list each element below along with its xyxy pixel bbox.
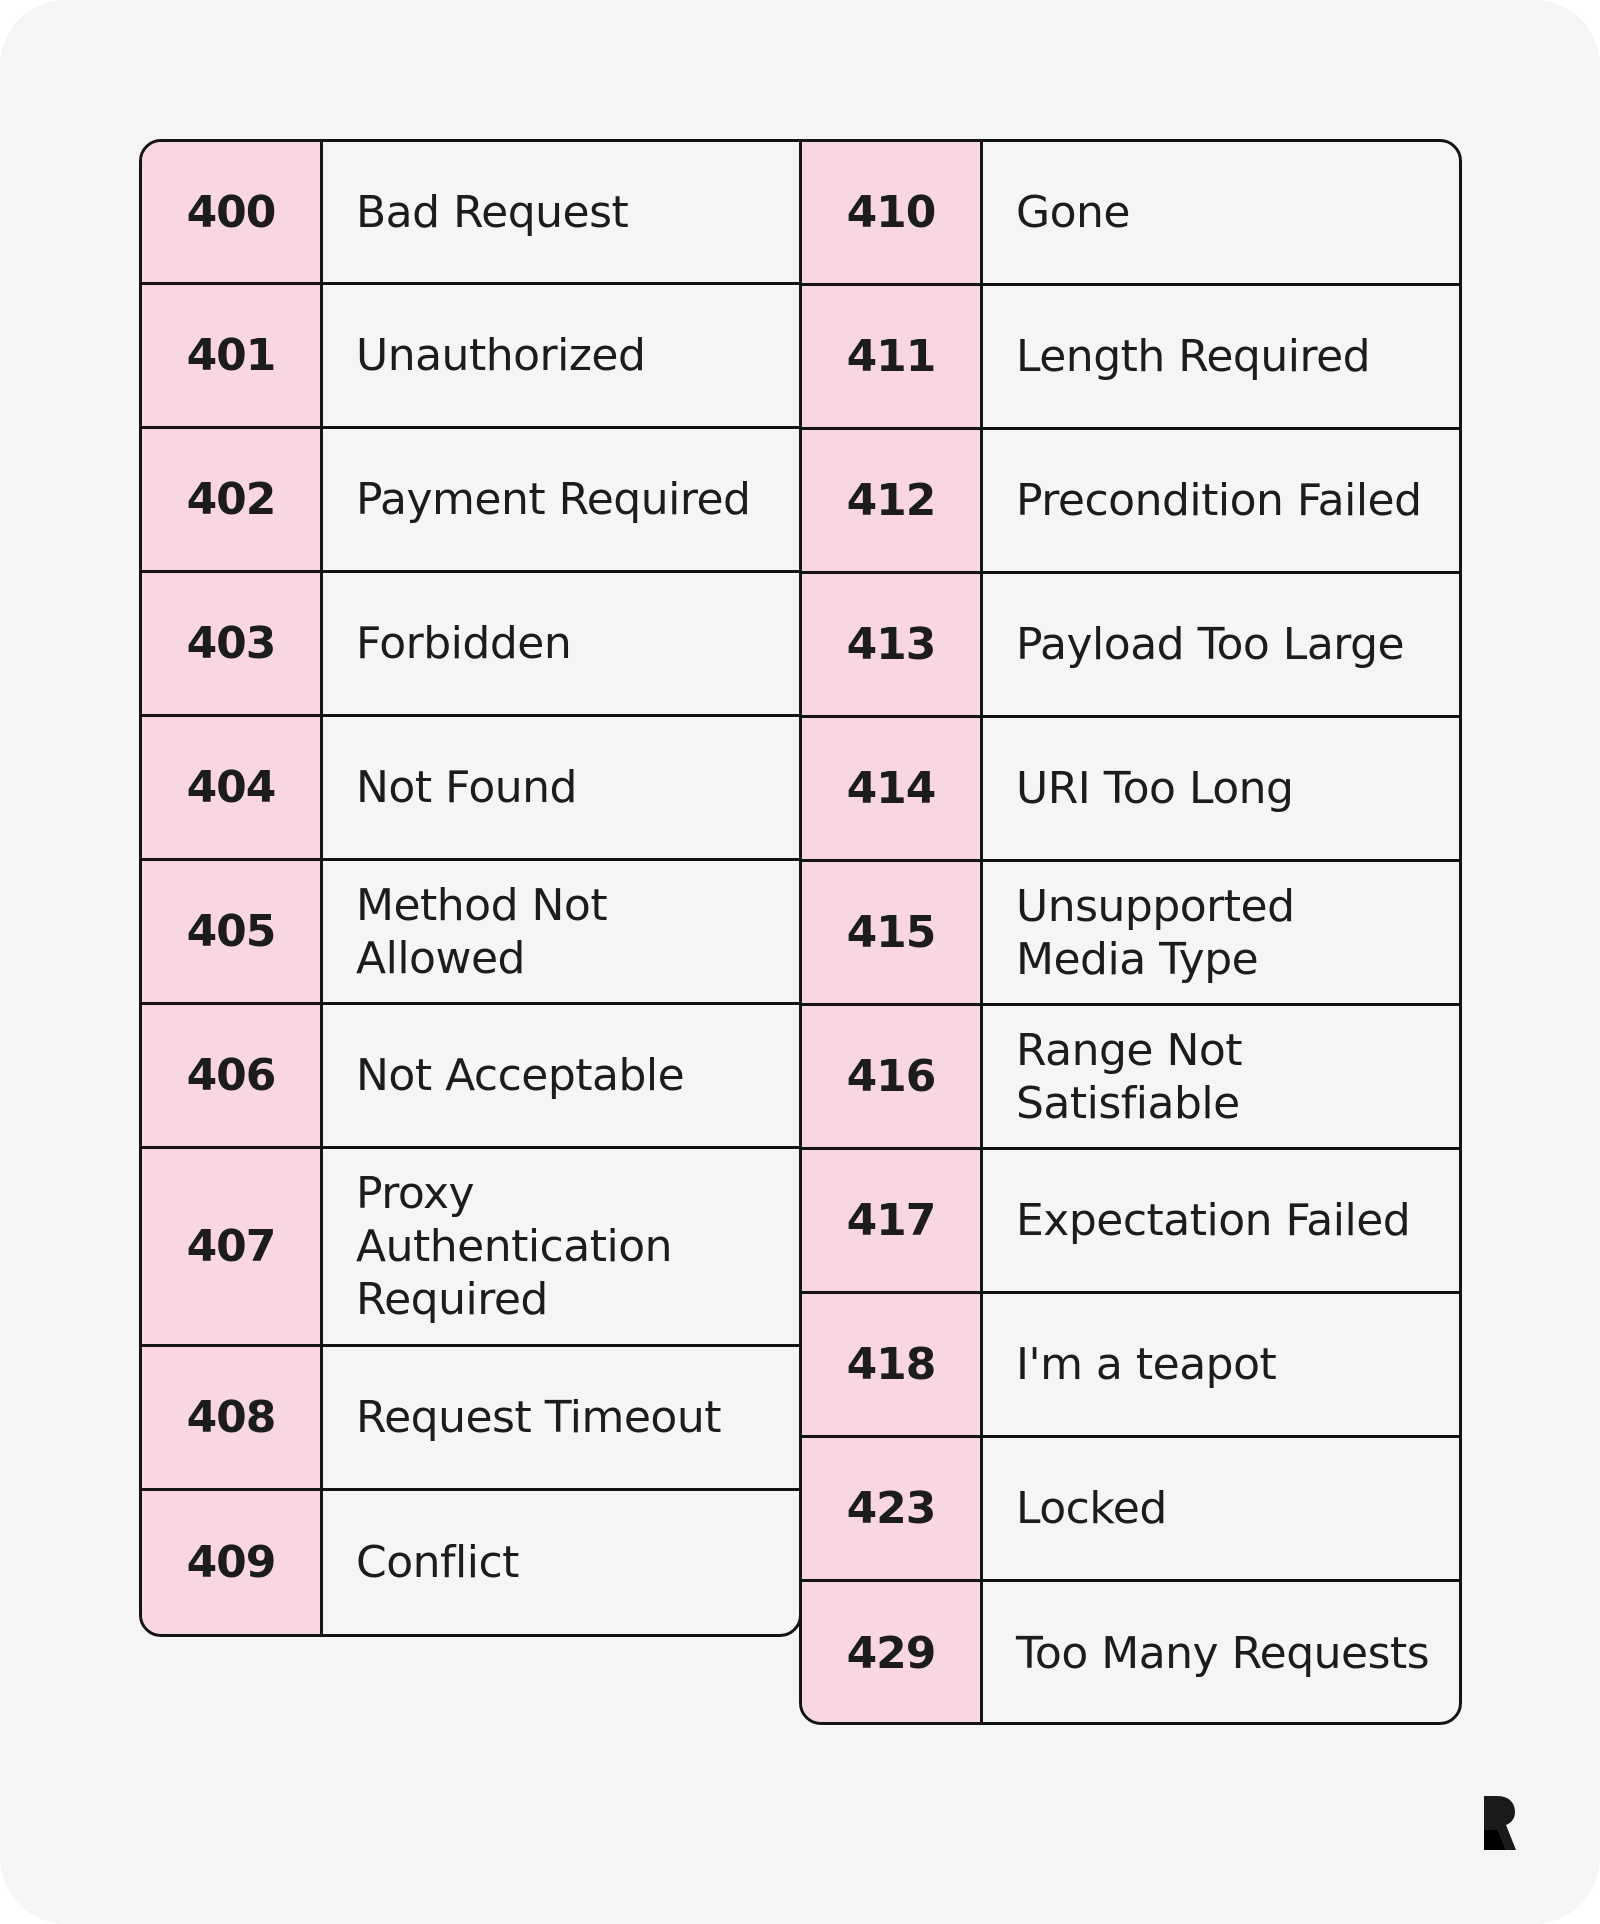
table-row	[802, 718, 1459, 862]
status-label: Unauthorized	[356, 330, 646, 381]
status-code: 413	[802, 574, 983, 715]
status-label: Method Not Allowed	[356, 879, 608, 984]
table-row	[142, 1149, 799, 1347]
status-code: 415	[802, 862, 983, 1003]
status-code: 402	[142, 429, 323, 570]
status-label: Not Acceptable	[356, 1050, 685, 1101]
status-label: Locked	[1016, 1483, 1167, 1534]
status-code: 400	[142, 142, 323, 282]
status-code: 412	[802, 430, 983, 571]
status-code: 409	[142, 1491, 323, 1634]
table-row	[142, 573, 799, 717]
status-label: Conflict	[356, 1537, 519, 1588]
status-label: Too Many Requests	[1016, 1627, 1430, 1679]
status-code: 414	[802, 718, 983, 859]
status-label: Not Found	[356, 762, 577, 813]
table-row	[802, 142, 1459, 286]
status-label: URI Too Long	[1016, 763, 1294, 814]
table-row	[802, 1006, 1459, 1150]
status-code: 423	[802, 1438, 983, 1579]
table-row	[802, 1438, 1459, 1582]
status-code: 416	[802, 1006, 983, 1147]
table-row	[802, 1582, 1459, 1724]
status-label: I'm a teapot	[1016, 1339, 1277, 1390]
status-label: Length Required	[1016, 331, 1371, 382]
status-label: Precondition Failed	[1016, 475, 1422, 526]
status-label: Forbidden	[356, 618, 572, 669]
table-row	[802, 286, 1459, 430]
table-row	[142, 1005, 799, 1149]
table-row	[142, 142, 799, 285]
table-row	[802, 430, 1459, 574]
table-row	[142, 717, 799, 861]
status-label: Expectation Failed	[1016, 1195, 1411, 1246]
table-row	[802, 862, 1459, 1006]
status-label: Request Timeout	[356, 1392, 721, 1443]
table-row	[802, 1294, 1459, 1438]
status-code: 401	[142, 285, 323, 426]
status-code: 429	[802, 1582, 983, 1724]
status-code: 406	[142, 1005, 323, 1146]
table-row	[802, 574, 1459, 718]
table-row	[142, 1347, 799, 1491]
status-code: 417	[802, 1150, 983, 1291]
status-label: Proxy Authentication Required	[356, 1168, 672, 1325]
status-code: 410	[802, 142, 983, 283]
status-label: Unsupported Media Type	[1016, 880, 1295, 985]
status-code: 408	[142, 1347, 323, 1488]
status-label: Payment Required	[356, 474, 751, 525]
table-row	[142, 1491, 799, 1634]
status-label: Bad Request	[356, 186, 629, 238]
status-label: Payload Too Large	[1016, 619, 1405, 670]
status-table-left	[139, 139, 802, 1637]
status-label: Gone	[1016, 187, 1130, 238]
status-code: 404	[142, 717, 323, 858]
status-code: 411	[802, 286, 983, 427]
table-row	[142, 429, 799, 573]
status-code: 403	[142, 573, 323, 714]
table-row	[142, 285, 799, 429]
status-table-right	[799, 139, 1462, 1725]
status-label: Range Not Satisfiable	[1016, 1024, 1243, 1129]
table-row	[802, 1150, 1459, 1294]
status-code: 405	[142, 861, 323, 1002]
status-code: 418	[802, 1294, 983, 1435]
brand-r-logo-icon	[1484, 1796, 1516, 1850]
status-code: 407	[142, 1149, 323, 1344]
table-row	[142, 861, 799, 1005]
